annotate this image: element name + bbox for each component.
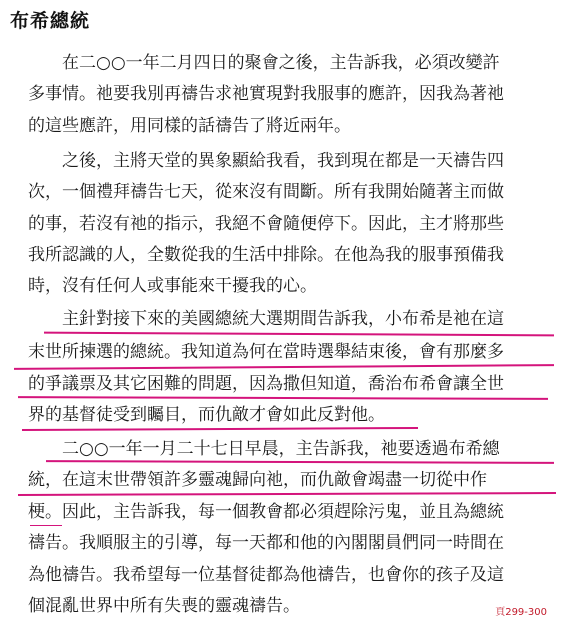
highlight-underline (44, 332, 554, 337)
highlight-underline (22, 427, 418, 431)
text-line: 我所認識的人，全數從我的生活中排除。在他為我的服事預備我 (28, 245, 504, 265)
text-line: 的事，若沒有祂的指示，我絕不會隨便停下。因此，主才將那些 (28, 214, 504, 234)
page-reference: 頁299-300 (495, 607, 547, 618)
highlight-underline (14, 364, 554, 370)
text-line: 為他禱告。我希望每一位基督徒都為他禱告，也會你的孩子及這 (28, 565, 504, 585)
text-line: 的這些應許，用同樣的話禱告了將近兩年。 (28, 116, 351, 136)
highlight-underline (46, 460, 554, 464)
text-line: 主針對接下來的美國總統大選期間告訴我，小布希是祂在這 (62, 309, 504, 329)
text-line: 二○○一年一月二十七日早晨，主告訴我，祂要透過布希總 (62, 439, 500, 459)
highlight-underline (18, 492, 556, 496)
text-line: 多事情。祂要我別再禱告求祂實現對我服事的應許，因我為著祂 (28, 84, 504, 104)
highlight-underline (30, 525, 62, 526)
page-title: 布希總統 (10, 10, 91, 32)
text-line: 在二○○一年二月四日的聚會之後，主告訴我，必須改變許 (62, 53, 500, 73)
text-line: 次，一個禮拜禱告七天，從來沒有間斷。所有我開始隨著主而做 (28, 182, 504, 202)
text-line: 時，沒有任何人或事能來干擾我的心。 (28, 276, 317, 296)
text-line: 禱告。我順服主的引導，每一天都和他的內閣閣員們同一時間在 (28, 533, 504, 553)
text-line: 界的基督徒受到矚目，而仇敵才會如此反對他。 (28, 405, 385, 425)
text-line: 個混亂世界中所有失喪的靈魂禱告。 (28, 596, 300, 616)
text-line: 的爭議票及其它困難的問題，因為撒但知道，喬治布希會讓全世 (28, 374, 504, 394)
text-line: 之後，主將天堂的異象顯給我看，我到現在都是一天禱告四 (62, 151, 504, 171)
text-line: 梗。因此，主告訴我，每一個教會都必須趕除污鬼，並且為總統 (28, 502, 504, 522)
text-line: 末世所揀選的總統。我知道為何在當時選舉結束後，會有那麼多 (28, 342, 504, 362)
highlight-underline (18, 396, 548, 400)
text-line: 統，在這末世帶領許多靈魂歸向祂，而仇敵會竭盡一切從中作 (28, 470, 487, 490)
